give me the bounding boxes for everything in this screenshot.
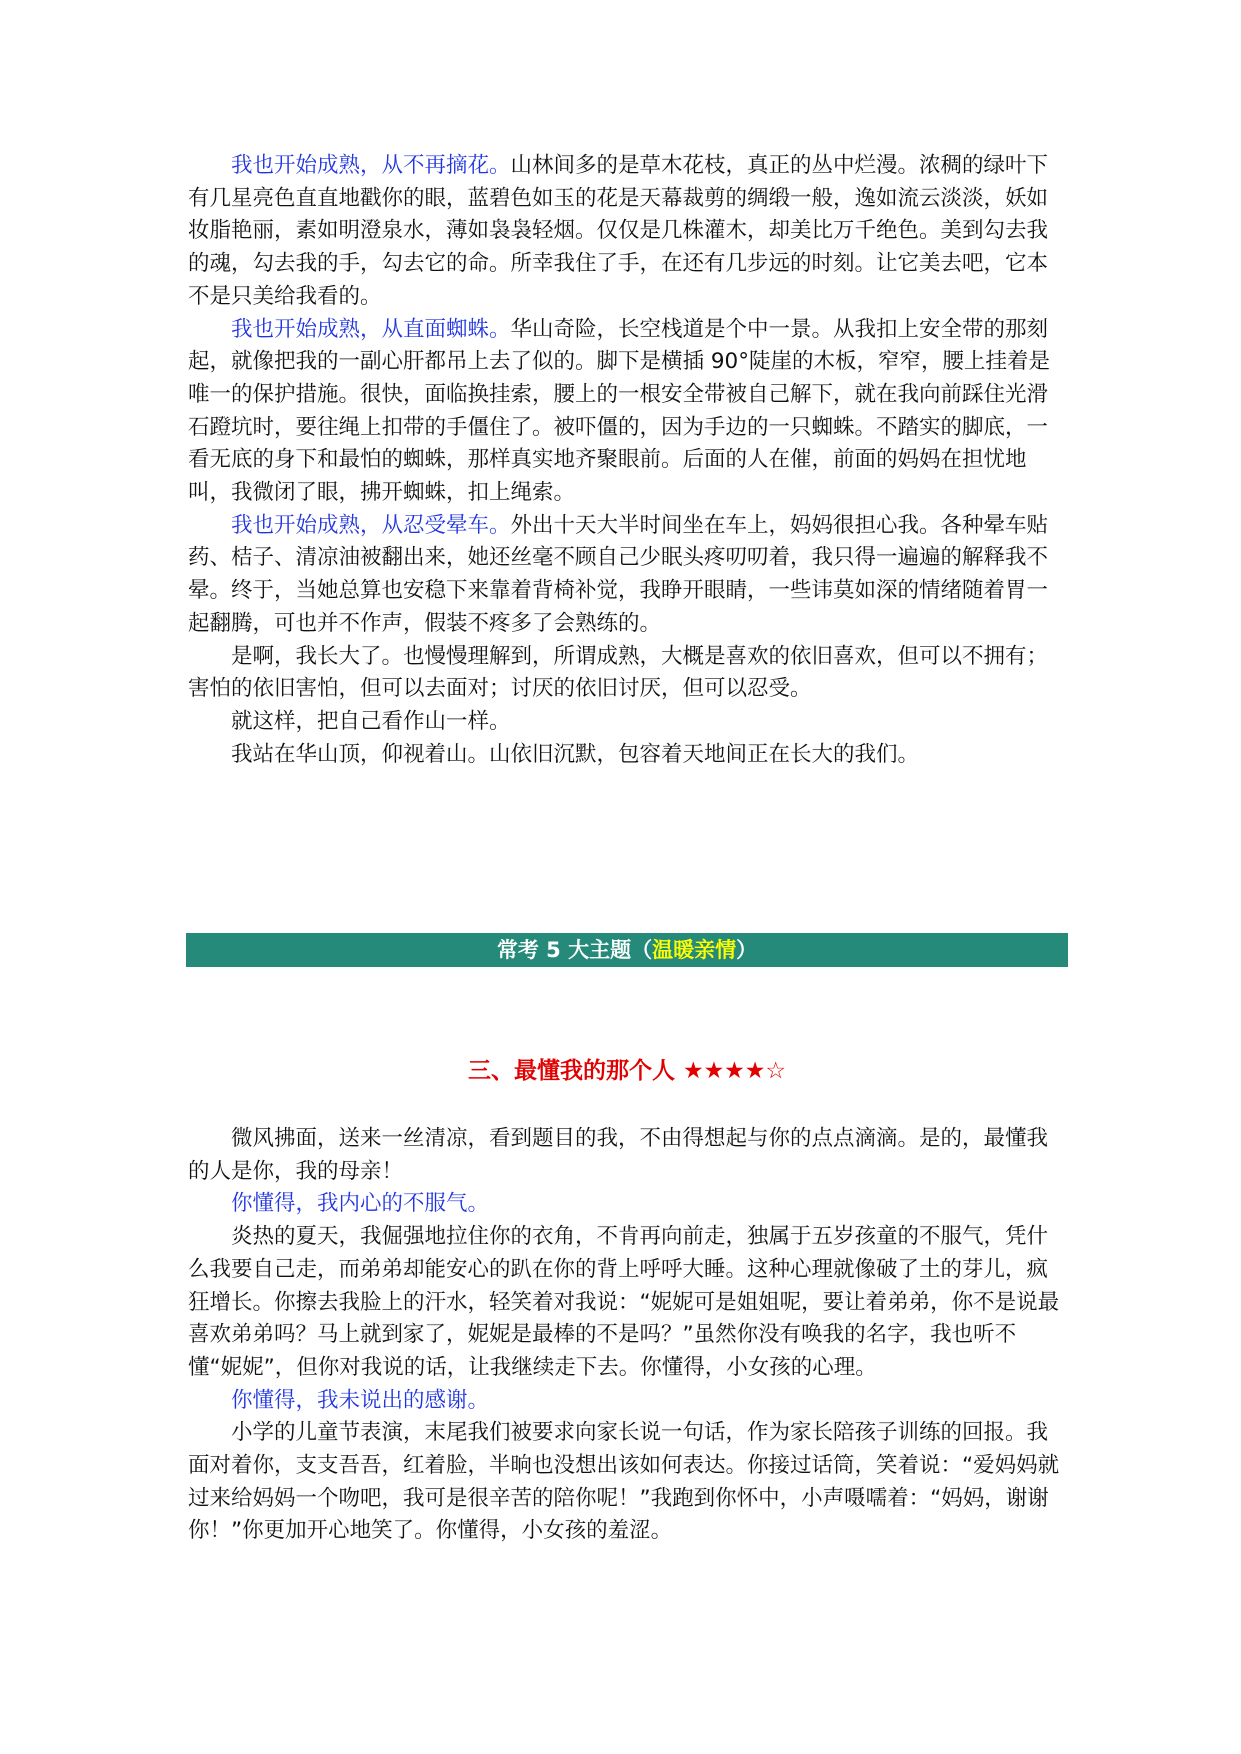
highlight-lead: 我也开始成熟，从忍受晕车。 — [231, 512, 511, 538]
banner-prefix: 常考 5 大主题（ — [496, 938, 653, 962]
essay-title: 三、最懂我的那个人 ★★★★☆ — [467, 1058, 787, 1084]
paragraph — [188, 314, 1068, 510]
paragraph: 就这样，把自己看作山一样。 — [231, 708, 511, 734]
paragraph-text: 山林间多的是草木花枝，真正的丛中烂漫。浓稠的绿叶下有几星亮色直直地戳你的眼，蓝碧色如玉的花是天幕裁剪的绸缎一般，逸如流云淡淡，妖如妆脂艳丽，素如明澄泉水，薄如袅袅轻烟。仅仅是几株灌木，却美比万千绝色。美到勾去我的魂，勾去我的手，勾去它的命。所幸我住了手，在还有几步远的时刻。让它美去吧，它本不是只美给我看的。 — [188, 153, 1049, 309]
banner-suffix: ） — [736, 938, 758, 962]
paragraph: 微风拂面，送来一丝清凉，看到题目的我，不由得想起与你的点点滴滴。是的，最懂我的人是你，我的母亲！ — [188, 1126, 1049, 1184]
highlight-lead: 我也开始成熟，从直面蜘蛛。 — [231, 316, 511, 342]
paragraph: 是啊，我长大了。也慢慢理解到，所谓成熟，大概是喜欢的依旧喜欢，但可以不拥有；害怕的依旧害怕，但可以去面对；讨厌的依旧讨厌，但可以忍受。 — [188, 643, 1049, 702]
subheading: 你懂得，我内心的不服气。 — [231, 1191, 490, 1217]
paragraph-text: 外出十天大半时间坐在车上，妈妈很担心我。各种晕车贴药、桔子、清凉油被翻出来，她还丝毫不顾自己少眠头疼叨叨着，我只得一遍遍的解释我不晕。终于，当她总算也安稳下来靠着背椅补觉，我睁开眼睛，一些讳莫如深的情绪随着胃一起翻腾，可也并不作声，假装不疼多了会熟练的。 — [188, 512, 1049, 636]
paragraph: 我站在华山顶，仰视着山。山依旧沉默，包容着天地间正在长大的我们。 — [231, 741, 920, 767]
paragraph-text: 华山奇险，长空栈道是个中一景。从我扣上安全带的那刻起，就像把我的一副心肝都吊上去了似的。脚下是横插 90°陡崖的木板，窄窄，腰上挂着是唯一的保护措施。很快，面临换挂索，腰上的一根安全带被自己解下，就在我向前踩住光滑石蹬坑时，要往绳上扣带的手僵住了。被吓僵的，因为手边的一只蜘蛛。不踏实的脚底，一看无底的身下和最怕的蜘蛛，那样真实地齐聚眼前。后面的人在催，前面的妈妈在担忧地叫，我微闭了眼，拂开蜘蛛，扣上绳索。 — [188, 316, 1050, 506]
section-essay — [188, 1123, 1068, 1548]
highlight-lead: 我也开始成熟，从不再摘花。 — [231, 153, 511, 178]
theme-banner — [186, 933, 1068, 967]
paragraph: 炎热的夏天，我倔强地拉住你的衣角，不肯再向前走，独属于五岁孩童的不服气，凭什么我要自己走，而弟弟却能安心的趴在你的背上呼呼大睡。这种心理就像破了土的芽儿，疯狂增长。你擦去我脸上的汗水，轻笑着对我说：“妮妮可是姐姐呢，要让着弟弟，你不是说最喜欢弟弟吗？马上就到家了，妮妮是最棒的不是吗？”虽然你没有唤我的名字，我也听不懂“妮妮”，但你对我说的话，让我继续走下去。你懂得，小女孩的心理。 — [188, 1224, 1060, 1380]
paragraph: 小学的儿童节表演，末尾我们被要求向家长说一句话，作为家长陪孩子训练的回报。我面对着你，支支吾吾，红着脸，半晌也没想出该如何表达。你接过话筒，笑着说：“爱妈妈就过来给妈妈一个吻吧，我可是很辛苦的陪你呢！”我跑到你怀中，小声嗫嚅着：“妈妈，谢谢你！”你更加开心地笑了。你懂得，小女孩的羞涩。 — [188, 1420, 1060, 1544]
section-growing-up — [188, 150, 1068, 771]
subheading: 你懂得，我未说出的感谢。 — [231, 1387, 490, 1413]
paragraph — [188, 510, 1068, 641]
paragraph — [188, 150, 1068, 314]
banner-highlight: 温暖亲情 — [652, 938, 737, 962]
